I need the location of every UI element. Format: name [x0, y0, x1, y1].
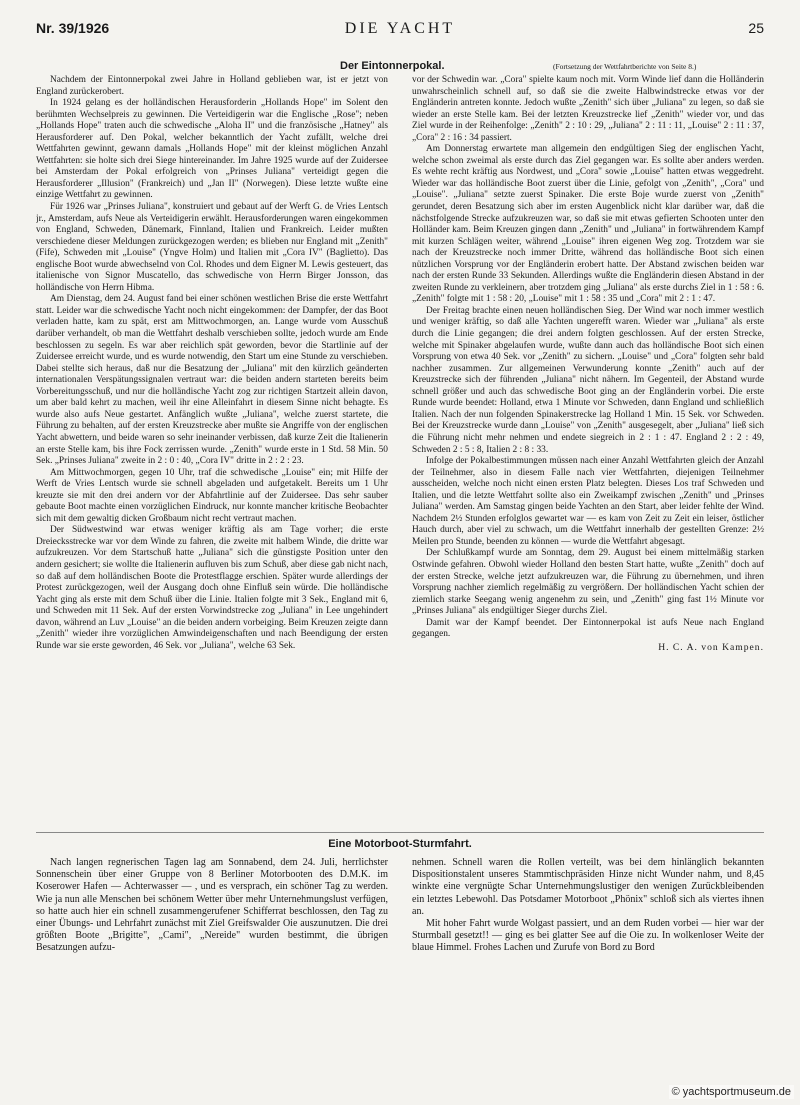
- paragraph: Der Südwestwind war etwas weniger kräftig als am Tage vorher; die erste Dreiecksstrecke war vor dem Winde zu fahren, die zweite mit halbem Winde, die dritte war aufzukreuzen. Vor dem Startschuß hatte „Juliana" sich die günstigste Position unter den andern gesichert; sie wollte die Italienerin aufluven bis zum Schuß, aber diese gab nicht nach, so daß auf dem holländischen Boote die Protestflagge erschien. Später wurde allerdings der Protest zurückgezogen, weil der Ausgang doch ohne Einfluß sein würde. Die holländische Yacht ging als erste mit dem Schuß über die Linie. Italien folgte mit 3 Sek., England mit 6, und Schweden mit 11 Sek. Auf der ersten Vorwindstrecke zog „Juliana" in Lee ungehindert davon, während an Luv „Louise" an die beiden andern vorbeiging. Beim Kreuzen zeigte dann „Zenith" wieder ihre vorzüglichen Amwindeigenschaften und nach Beendigung der ersten Runde war sie erste geworden, 46 Sek. vor „Juliana", welche 63 Sek.: [36, 525, 388, 651]
- paragraph: Nachdem der Eintonnerpokal zwei Jahre in Holland geblieben war, ist er jetzt von England zurückerobert.: [36, 75, 388, 97]
- paragraph: Damit war der Kampf beendet. Der Eintonnerpokal ist aufs Neue nach England gegangen.: [412, 617, 764, 640]
- article-column-2: [412, 75, 764, 820]
- page-header: [36, 20, 764, 44]
- paragraph: Am Mittwochmorgen, gegen 10 Uhr, traf die schwedische „Louise" ein; mit Hilfe der Werft de Vries Lentsch wurde sie schnell abgeladen und aufgetakelt. Bereits um 1 Uhr kreuzte sie mit den drei andern vor der Abfahrtlinie auf der Zuidersee. Das sehr sauber gebaute Boot machte einen vorzüglichen Eindruck, nur konnte mancher kritische Beobachter sich mit dem gewaltig dicken Großbaum nicht recht vertraut machen.: [36, 467, 388, 524]
- paragraph: Am Dienstag, dem 24. August fand bei einer schönen westlichen Brise die erste Wettfahrt statt. Leider war die schwedische Yacht noch nicht eingekommen: der Dampfer, der das Boot verladen hatte, kam zu spät, erst am Mittwochmorgen, an. Lange wurde vom Ausschuß darüber verhandelt, ob man die Wettfahrt deshalb verschieben sollte, jedoch wurde am Ende beschlossen zu segeln. Es war aber reichlich spät geworden, bevor die Startlinie auf der Zuidersee erreicht wurde, und es wurde notwendig, den Start um eine Stunde zu verschieben. Dabei stellte sich heraus, daß nur die Besatzung der „Juliana" mit den kürzlich geänderten internationalen Verspätungssignalen vertraut war: die beiden andern starteten bereits beim Vorbereitungsschuß, und nur die holländische Yacht zog zur richtigen Startzeit allein davon, um aber bald kehrt zu machen, weil ihr eine Alleinfahrt in diesem Sinne nicht behagte. Es wurde also aufs Neue gestartet. Anfänglich wußte „Juliana", welche zuerst startete, die Führung zu behalten, auf der ersten Kreuzstrecke aber mußte sie Angriffe von der englischen Yacht abwettern, und beide waren so sehr ineinander verbissen, daß kurze Zeit die Italienerin an erste Stelle kam, bis ihre Fock zerrissen wurde. „Zenith" wurde erste in 1 Std. 58 Min. 50 Sek. „Prinses Juliana" zweite in 2 : 0 : 40, „Cora IV" dritte in 2 : 2 : 23.: [36, 294, 388, 467]
- article2-column-1: [36, 857, 388, 1057]
- page-number: 25: [748, 20, 764, 36]
- author-signature: H. C. A. von Kampen.: [658, 641, 764, 653]
- paragraph: Nach langen regnerischen Tagen lag am Sonnabend, dem 24. Juli, herrlichster Sonnenschein über einer Gruppe von 8 Berliner Motorbooten des D.M.K. im Koserower Hafen — Achterwasser — , und es versprach, ein schöner Tag zu werden. Wie ja nun alle Menschen bei schönem Wetter über mehr Unternehmungslust verfügen, so hatte auch hier ein schnell zusammengerufener Schifferrat beschlossen, den Tag zu einer Übungs- und Lehrfahrt zunächst mit Ziel Greifswalder Oie auszunutzen. Die drei größten Boote „Brigitte", „Cami", „Nereide" wurden bestimmt, die übrigen Besatzungen aufzu-: [36, 857, 388, 954]
- magazine-title: DIE YACHT: [344, 20, 456, 37]
- paragraph: Für 1926 war „Prinses Juliana", konstruiert und gebaut auf der Werft G. de Vries Lentsch jr., Amsterdam, aufs Neue als Verteidigerin erwählt. Herausforderungen waren eingekommen von England, Schweden, Dänemark, Finnland, Italien und Frankreich. Leider mußten verschiedene dieser Meldungen zurückgezogen werden; es blieben nur England mit „Zenith" (Fife), Schweden mit „Louise" (Yngve Holm) und Italien mit „Cora IV" (Baglietto). Das englische Boot wurde abwechselnd von Col. Rhodes und dem Eigner M. Lewis gesteuert, das italienische von Signor Muscatello, das schwedische von Herrn Birger Jonsson, das holländische von Herrn Hibma.: [36, 202, 388, 293]
- article-title: Der Eintonnerpokal.: [340, 60, 445, 72]
- article-title-2: Eine Motorboot-Sturmfahrt.: [328, 838, 472, 850]
- watermark: © yachtsportmuseum.de: [669, 1085, 794, 1099]
- section-divider: [36, 832, 764, 833]
- issue-number: Nr. 39/1926: [36, 20, 110, 36]
- article2-column-2: [412, 857, 764, 1057]
- paragraph: Der Schlußkampf wurde am Sonntag, dem 29. August bei einem mittelmäßig starken Ostwinde gefahren. Obwohl wieder Holland den besten Start hatte, wußte „Zenith" doch auf der ersten Strecke, welche jetzt aufzukreuzen war, die Führung zu übernehmen, und ihren Vorsprung nachher ziemlich regelmäßig zu vergrößern. Der holländischen Yacht schien der ziemlich starke Seegang wenig angenehm zu sein, und „Zenith" ging fast 1½ Minute vor „Prinses Juliana" als endgültiger Sieger durchs Ziel.: [412, 548, 764, 617]
- paragraph: Infolge der Pokalbestimmungen müssen nach einer Anzahl Wettfahrten gleich der Anzahl der Teilnehmer, also in diesem Falle nach vier Wettfahrten, diejenigen Teilnehmer ausscheiden, welche noch nicht einen ersten Platz belegten. Dieses Los traf Schweden und Italien, und die letzte Wettfahrt sollte also ein Zweikampf zwischen „Zenith" und „Prinses Juliana" werden. Am Samstag gingen beide Yachten an den Start, aber leider fehlte der Wind. Nachdem 2½ Stunden erfolglos gewartet war — es kam von Zeit zu Zeit ein leiser, östlicher Hauch durch, aber viel zu schwach, um die Wettfahrt innerhalb der gestellten Grenze: 2½ Meilen pro Stunde, beenden zu können — wurde die Wettfahrt abgesagt.: [412, 456, 764, 547]
- paragraph: nehmen. Schnell waren die Rollen verteilt, was bei dem hinlänglich bekannten Dispositionstalent unseres Stammtischpräsiden Hinze nicht Wunder nahm, und 8,45 winkte eine vergnügte Schar Unternehmungslustiger den wenigen Zurückbleibenden ein letztes Lebewohl. Das Potsdamer Motorboot „Phönix" schloß sich als viertes ihnen an.: [412, 857, 764, 917]
- paragraph: vor der Schwedin war. „Cora" spielte kaum noch mit. Vorm Winde lief dann die Holländerin unwahrscheinlich schnell auf, so daß sie die zweite Halbwindstrecke etwas vor der Engländerin antreten konnte. Jedoch wußte „Zenith" sich über „Juliana" zu legen, so daß sie wieder an erste Stelle kam. Bei der letzten Kreuzstrecke lief „Zenith" wieder vor, und das Ziel wurde in der Reihenfolge: „Zenith" 2 : 10 : 29, „Juliana" 2 : 11 : 11, „Louise" 2 : 11 : 37, „Cora" 2 : 16 : 34 passiert.: [412, 75, 764, 143]
- paragraph: Mit hoher Fahrt wurde Wolgast passiert, und an dem Ruden vorbei — hier war der Sturmball gesetzt!! — ging es bei glatter See auf die Oie zu. In wolkenloser Weite der blaue Himmel. Frohes Lachen und Zurufe von Bord zu Bord: [412, 918, 764, 954]
- paragraph: Der Freitag brachte einen neuen holländischen Sieg. Der Wind war noch immer westlich und weniger kräftig, so daß alle Yachten ungerefft waren. Wieder war „Juliana" als erste durch die Linie gegangen; die drei andern folgten geschlossen. Auf der ersten Strecke, welche mit Spinaker abgelaufen wurde, wußte dann auch das holländische Boot sich einen Vorsprung von etwa 40 Sek. vor „Zenith" zu sichern. „Louise" und „Cora" folgten sehr bald nachher zusammen. Zur allgemeinen Verwunderung konnte „Zenith" auch auf der Kreuzstrecke sich der führenden „Juliana" nicht nähern. Im Gegenteil, der Abstand wurde schnell größer und auch das schwedische Boot ging an der Engländerin vorbei. Die erste Runde wurde beendet: Holland, etwa 1 Minute vor Schweden, dann England und schließlich Italien. Nach der nun folgenden Spinakerstrecke lag Holland 1 Min. 15 Sek. vor Schweden. Bei der Kreuzstrecke wurde dann „Louise" von „Zenith" ausgesegelt, aber „Juliana" ließ sich die Führung nicht mehr nehmen und endete siegreich in 2 : 1 : 47. England 2 : 2 : 49, Schweden 2 : 5 : 8, Italien 2 : 8 : 33.: [412, 305, 764, 455]
- continuation-note: (Fortsetzung der Wettfahrtberichte von Seite 8.): [553, 62, 697, 71]
- article-column-1: [36, 75, 388, 820]
- paragraph: In 1924 gelang es der holländischen Herausforderin „Hollands Hope" im Solent den berühmten Wechselpreis zu gewinnen. Die Verteidigerin war die Englische „Rose"; neben „Hollands Hope" traten auch die schwedische „Aloha II" und die französische „Hatney" als Herausforderer auf. Den Pokal, welcher bekanntlich der Yacht zufällt, welche drei Wettfahrten gewinnt, gewann damals „Hollands Hope" mit der kleinst möglichen Anzahl Wettfahrten: sie holte sich drei Siege hintereinander. Im Jahre 1925 wurde auf der Zuidersee bei Amsterdam der Pokal erfolgreich von „Prinses Juliana" verteidigt gegen die Herausforderer „Illusion" (Frankreich) und „Jan II" (Norwegen). Diese letzte wußte eine einzige Wettfahrt zu gewinnen.: [36, 98, 388, 201]
- paragraph: Am Donnerstag erwartete man allgemein den endgültigen Sieg der englischen Yacht, welche schon zweimal als erste durch das Ziel gegangen war. Es sollte aber anders werden. Es wehte recht kräftig aus Nordwest, und „Cora" sowie „Louise" hatten etwas weggedreht. Wieder war das holländische Boot zuerst über die Linie, gefolgt von „Zenith", „Cora" und „Louise". „Juliana" setzte zuerst Spinaker. Die erste Boje wurde zuerst von „Zenith" gerundet, deren Besatzung sich aber im ersten Augenblick nicht klar darüber war, daß die nächstfolgende Strecke aufzukreuzen war, so daß sie mit etwas gefierten Schooten unter den Holländer kam. Beim Kreuzen gingen dann „Zenith" und „Juliana" in fortwährendem Kampf mit kurzen Schlägen weiter, während „Louise" ihren eigenen Weg zog. Trotzdem war sie nach der Kreuzstrecke noch immer Dritte, während das holländische Boot sich einen nützlichen Vorsprung vor der Engländerin erobert hatte. Der Abstand zwischen beiden war nach der ersten Runde 33 Sekunden. Allerdings wußte die Engländerin diesen Abstand in der zweiten Runde zu verkleinern, aber trotzdem ging „Juliana" als erste durchs Ziel in 1 : 58 : 6. „Zenith" folgte mit 1 : 58 : 20, „Louise" mit 1 : 58 : 35 und „Cora" mit 2 : 1 : 47.: [412, 144, 764, 305]
